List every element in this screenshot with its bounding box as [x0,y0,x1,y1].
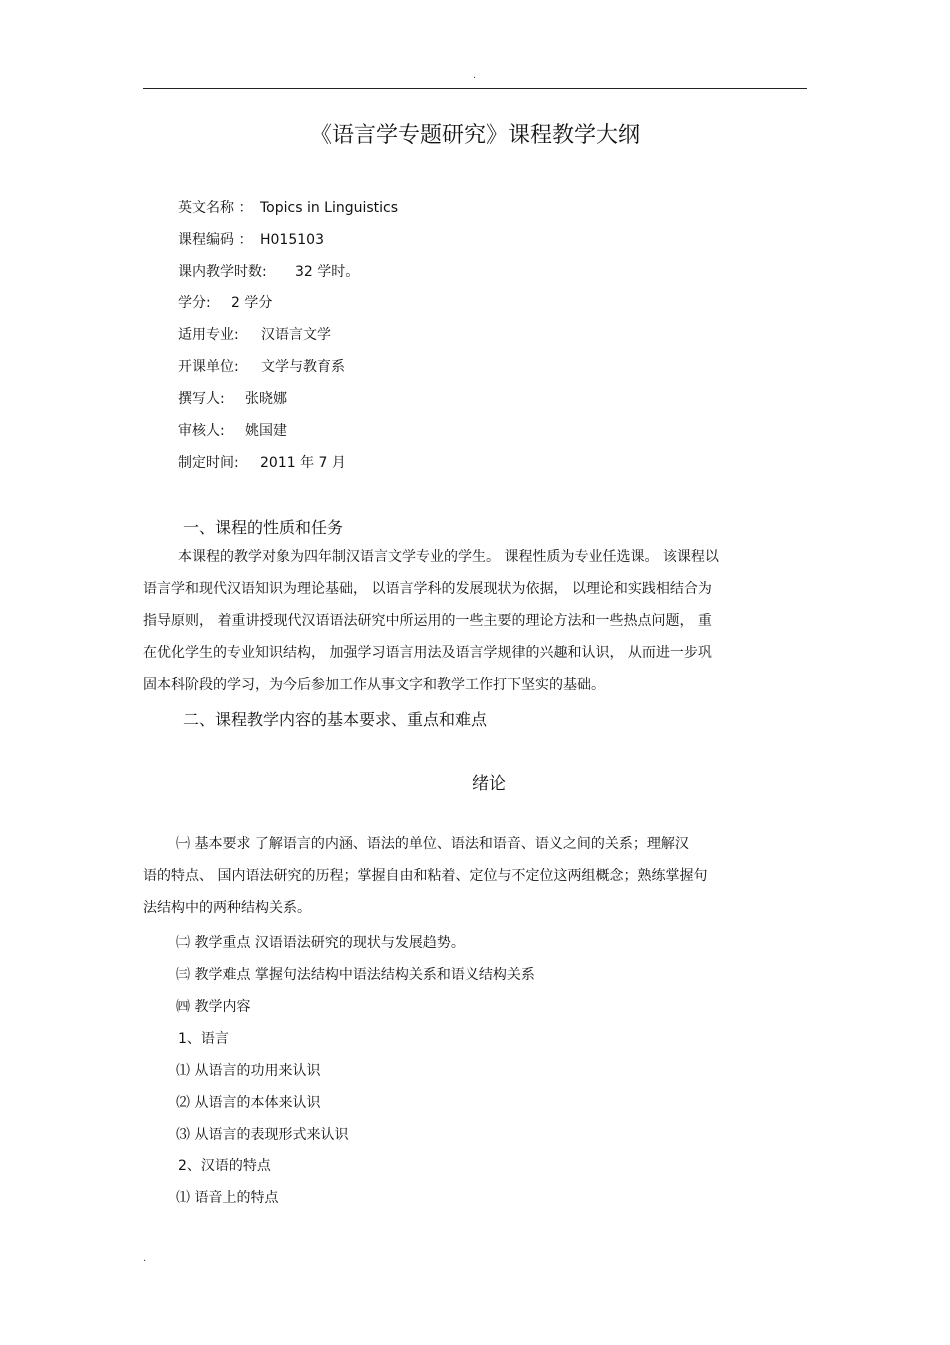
meta-key: 撰写人: [178,391,225,407]
section2-heading: 二、课程教学内容的基本要求、重点和难点 [183,710,488,729]
meta-row-reviewer [178,420,287,440]
paragraph-line: 语言学和现代汉语知识为理论基础， 以语言学科的发展现状为依据， 以理论和实践相结合为 [143,581,712,597]
header-rule [143,88,807,89]
meta-row-course-code [178,229,324,249]
meta-row-major [178,324,331,344]
paragraph-line: 在优化学生的专业知识结构， 加强学习语言用法及语言学规律的兴趣和认识， 从而进一步巩 [143,645,712,661]
meta-value: 姚国建 [245,423,287,439]
meta-row-credits [178,292,272,312]
list-item: 1、语言 [178,1031,229,1047]
paragraph-line: 法结构中的两种结构关系。 [143,900,311,916]
list-item: ⑴ 语音上的特点 [176,1190,279,1206]
paragraph-line: 语的特点、 国内语法研究的历程；掌握自由和粘着、定位与不定位这两组概念；熟练掌握句 [143,868,708,884]
meta-row-english-name [178,197,398,217]
list-item: ㈡ 教学重点 汉语语法研究的现状与发展趋势。 [176,935,465,951]
meta-row-hours [178,261,359,281]
meta-key: 学分: [178,295,211,311]
meta-value: H015103 [260,232,324,248]
header-mark: . [473,70,477,81]
list-item: ㈢ 教学难点 掌握句法结构中语法结构关系和语义结构关系 [176,967,535,983]
meta-value: 2011 年 7 月 [260,455,346,471]
paragraph-line: 本课程的教学对象为四年制汉语言文学专业的学生。 课程性质为专业任选课。 该课程以 [178,549,719,565]
section1-paragraph [143,541,807,701]
meta-key: 开课单位: [178,359,239,375]
section1-heading: 一、课程的性质和任务 [183,518,344,537]
list-item: ⑶ 从语言的表现形式来认识 [176,1127,349,1143]
meta-value: 2 学分 [231,295,273,311]
meta-key: 制定时间: [178,455,239,471]
meta-value: 张晓娜 [245,391,287,407]
paragraph-line: 指导原则， 着重讲授现代汉语语法研究中所运用的一些主要的理论方法和一些热点问题， 重 [143,613,712,629]
meta-value: Topics in Linguistics [260,200,399,216]
basic-requirements [143,828,807,924]
meta-key: 课程编码 ： [178,232,253,248]
meta-key: 审核人: [178,423,225,439]
meta-key: 课内教学时数: [178,264,267,280]
paragraph-line: 固本科阶段的学习，为今后参加工作从事文字和教学工作打下坚实的基础。 [143,677,605,693]
meta-key: 适用专业: [178,327,239,343]
meta-row-date [178,452,346,472]
list-item: ⑴ 从语言的功用来认识 [176,1063,321,1079]
meta-value: 文学与教育系 [261,359,345,375]
meta-row-author [178,388,287,408]
page-title: 《语言学专题研究》课程教学大纲 [309,123,640,148]
paragraph-line: ㈠ 基本要求 了解语言的内涵、语法的单位、语法和语音、语义之间的关系；理解汉 [176,836,689,852]
chapter-heading: 绪论 [472,774,506,794]
meta-value: 32 学时。 [295,264,360,280]
list-item: ㈣ 教学内容 [176,999,251,1015]
meta-value: 汉语言文学 [261,327,331,343]
list-item: 2、汉语的特点 [178,1158,271,1174]
footer-mark: . [143,1253,147,1264]
list-item: ⑵ 从语言的本体来认识 [176,1095,321,1111]
meta-row-department [178,356,345,376]
meta-key: 英文名称 ： [178,200,253,216]
